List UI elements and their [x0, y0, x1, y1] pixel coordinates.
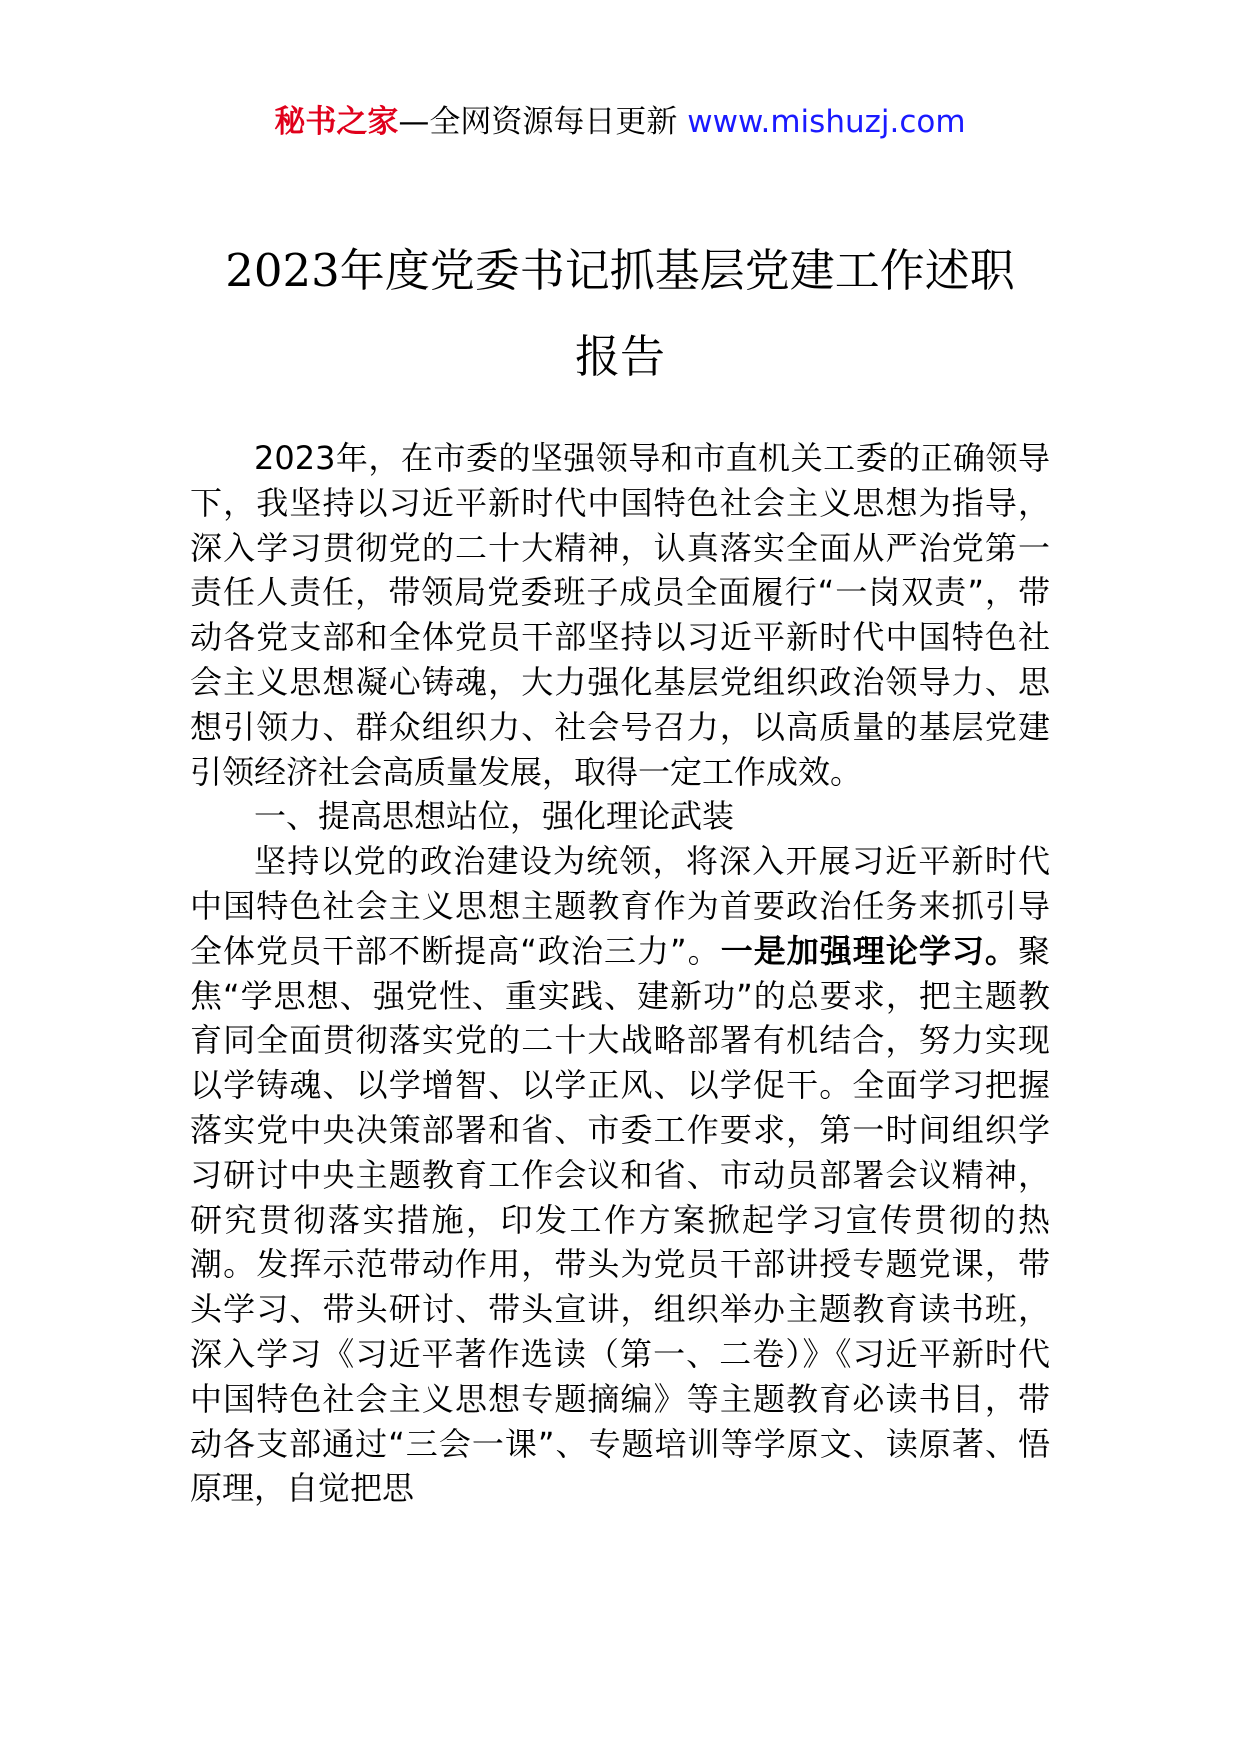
document-title-line-1: 2023年度党委书记抓基层党建工作述职	[225, 244, 1015, 297]
section-paragraph	[190, 839, 1050, 1511]
website-link[interactable]: www.mishuzj.com	[687, 104, 966, 140]
intro-paragraph: 2023年，在市委的坚强领导和市直机关工委的正确领导下，我坚持以习近平新时代中国特色社会主义思想为指导，深入学习贯彻党的二十大精神，认真落实全面从严治党第一责任人责任，带领局党委班子成员全面履行“一岗双责”，带动各党支部和全体党员干部坚持以习近平新时代中国特色社会主义思想凝心铸魂，大力强化基层党组织政治领导力、思想引领力、群众组织力、社会号召力，以高质量的基层党建引领经济社会高质量发展，取得一定工作成效。	[190, 439, 1050, 791]
section-paragraph-text: 坚持以党的政治建设为统领，将深入开展习近平新时代中国特色社会主义思想主题教育作为首要政治任务来抓引导全体党员干部不断提高“政治三力”。	[190, 842, 1050, 970]
document-body	[190, 436, 1050, 1511]
page-header	[0, 100, 1240, 144]
bold-subheading: 一是加强理论学习。	[720, 931, 1018, 970]
section-paragraph-text-continued: 聚焦“学思想、强党性、重实践、建新功”的总要求，把主题教育同全面贯彻落实党的二十大战略部署有机结合，努力实现以学铸魂、以学增智、以学正风、以学促干。全面学习把握落实党中央决策部署和省、市委工作要求，第一时间组织学习研讨中央主题教育工作会议和省、市动员部署会议精神，研究贯彻落实措施，印发工作方案掀起学习宣传贯彻的热潮。发挥示范带动作用，带头为党员干部讲授专题党课，带头学习、带头研讨、带头宣讲，组织举办主题教育读书班，深入学习《习近平著作选读（第一、二卷）》《习近平新时代中国特色社会主义思想专题摘编》等主题教育必读书目，带动各支部通过“三会一课”、专题培训等学原文、读原著、悟原理，自觉把思	[190, 931, 1050, 1508]
header-tagline: —全网资源每日更新	[398, 104, 688, 140]
section-heading: 一、提高思想站位，强化理论武装	[254, 797, 735, 836]
document-title-line-2: 报告	[574, 330, 665, 383]
brand-name: 秘书之家	[274, 104, 399, 140]
